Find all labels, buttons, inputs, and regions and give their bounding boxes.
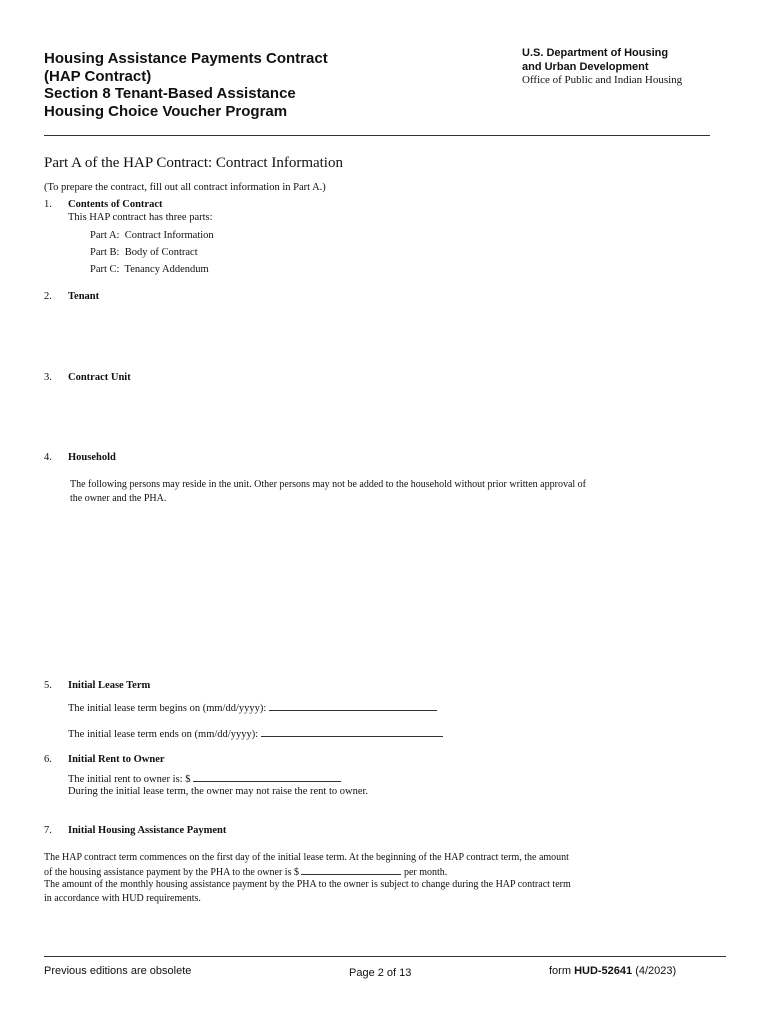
section-title-rent: Initial Rent to Owner: [68, 754, 165, 765]
form-prefix: form: [549, 965, 571, 977]
title-line: Housing Choice Voucher Program: [44, 102, 288, 120]
part-label: Part B:: [90, 247, 120, 258]
form-id: [549, 965, 676, 977]
rent-label: The initial rent to owner is: $: [68, 774, 191, 785]
section-number: 7.: [44, 825, 52, 836]
title-line: (HAP Contract): [44, 67, 152, 85]
hap-amount-field[interactable]: [301, 864, 401, 875]
lease-begins-row: [68, 700, 437, 716]
hap-text: The amount of the monthly housing assistance payment by the PHA to the owner is subject to change during the HAP contract term: [44, 879, 571, 890]
title-line: Section 8 Tenant-Based Assistance: [44, 85, 296, 102]
contract-title: [44, 50, 328, 120]
footer-obsolete-note: Previous editions are obsolete: [44, 965, 192, 977]
section-title-hap-payment: Initial Housing Assistance Payment: [68, 825, 227, 836]
lease-ends-row: [68, 726, 443, 742]
part-a-heading: Part A of the HAP Contract: Contract Information: [44, 155, 343, 171]
part-a-instruction: (To prepare the contract, fill out all contract information in Part A.): [44, 182, 326, 193]
contents-intro: This HAP contract has three parts:: [68, 212, 213, 223]
part-name: Tenancy Addendum: [124, 264, 209, 275]
contents-part-item: [90, 246, 198, 260]
agency-line: U.S. Department of Housing: [522, 47, 669, 59]
form-date: (4/2023): [635, 965, 677, 977]
household-text: the owner and the PHA.: [70, 493, 167, 504]
agency-line: and Urban Development: [522, 60, 649, 73]
office-name: Office of Public and Indian Housing: [522, 74, 683, 86]
rent-note: During the initial lease term, the owner may not raise the rent to owner.: [68, 786, 369, 797]
part-label: Part C:: [90, 264, 120, 275]
lease-begins-label: The initial lease term begins on (mm/dd/yyyy):: [68, 703, 267, 714]
hap-text: in accordance with HUD requirements.: [44, 893, 201, 904]
hap-text: The HAP contract term commences on the first day of the initial lease term. At the beginning of the HAP contract term, the amount: [44, 852, 569, 863]
form-number: HUD-52641: [574, 965, 633, 977]
title-line: Housing Assistance Payments Contract: [44, 50, 328, 67]
section-title-tenant: Tenant: [68, 291, 100, 302]
section-number: 5.: [44, 680, 52, 691]
household-text: The following persons may reside in the unit. Other persons may not be added to the household without prior written approval of: [70, 479, 587, 490]
header-divider: [44, 135, 710, 136]
lease-begins-field[interactable]: [269, 700, 437, 711]
hap-amount-suffix: per month.: [403, 867, 448, 878]
page-number: Page 2 of 13: [349, 967, 412, 979]
part-name: Contract Information: [124, 230, 214, 241]
footer-divider: [44, 956, 726, 957]
rent-amount-field[interactable]: [193, 771, 341, 782]
part-name: Body of Contract: [124, 247, 198, 258]
lease-ends-field[interactable]: [261, 726, 443, 737]
contents-part-item: [90, 229, 214, 243]
section-title-contract-unit: Contract Unit: [68, 372, 131, 383]
section-number: 2.: [44, 291, 52, 302]
agency-block: [522, 47, 682, 88]
section-number: 6.: [44, 754, 52, 765]
section-title-household: Household: [68, 452, 116, 463]
part-label: Part A:: [90, 230, 120, 241]
section-title-lease-term: Initial Lease Term: [68, 680, 151, 691]
section-title-contents: Contents of Contract: [68, 199, 163, 210]
section-number: 3.: [44, 372, 52, 383]
hap-amount-label: of the housing assistance payment by the PHA to the owner is $: [44, 867, 299, 878]
section-number: 1.: [44, 199, 52, 210]
lease-ends-label: The initial lease term ends on (mm/dd/yyyy):: [68, 729, 259, 740]
section-number: 4.: [44, 452, 52, 463]
contents-part-item: [90, 263, 209, 277]
